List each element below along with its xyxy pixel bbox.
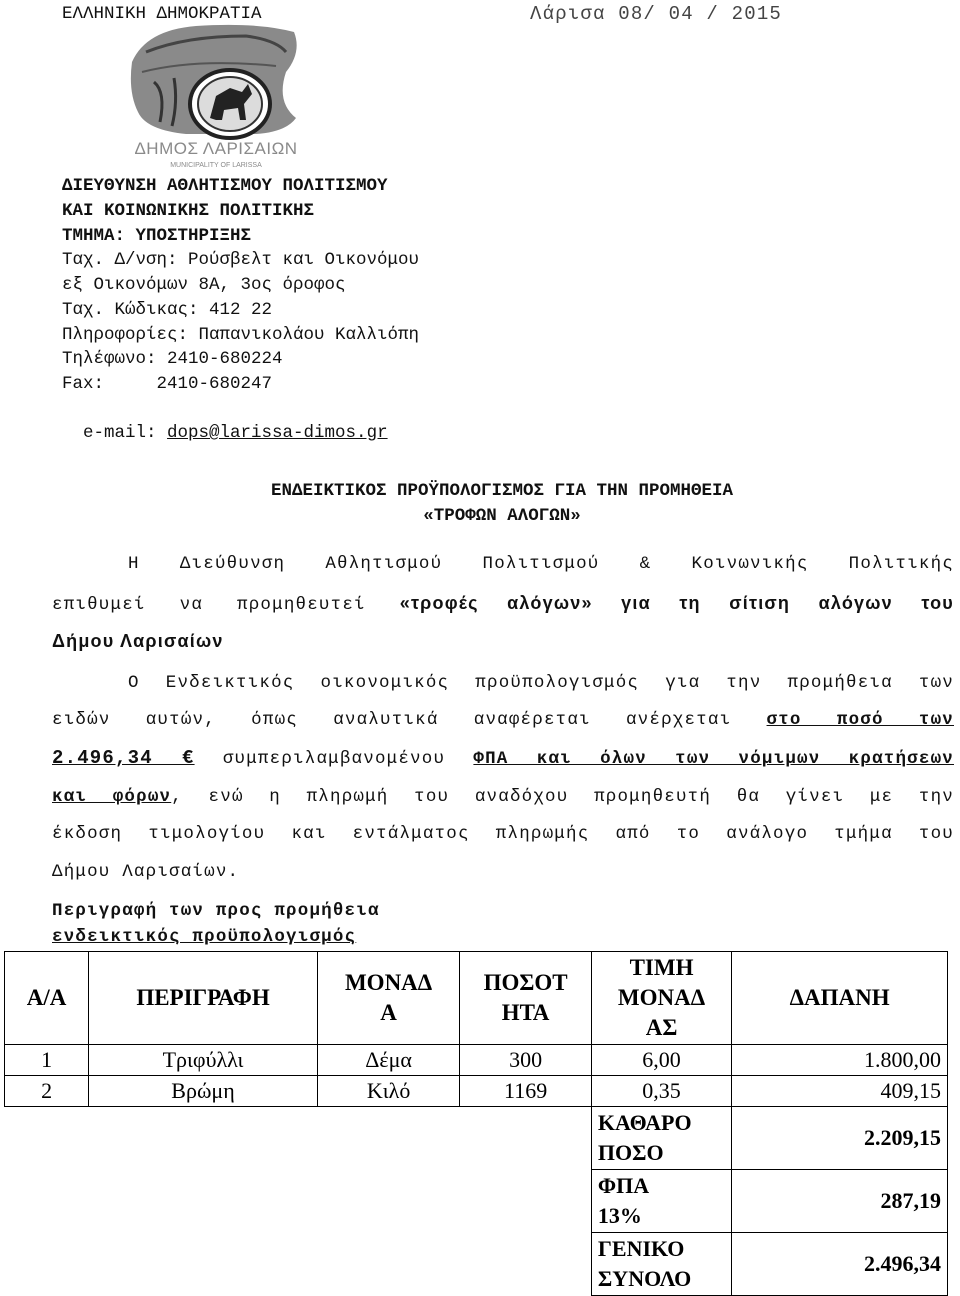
postcode: Ταχ. Κώδικας: 412 22	[62, 300, 273, 320]
paragraph-2-line-2-b: στο ποσό των	[766, 710, 954, 730]
email-line	[62, 397, 388, 445]
total-vat-row	[5, 1170, 948, 1233]
header-unit: ΜΟΝΑΔ Α	[317, 952, 459, 1045]
paragraph-2-line-2-a: ειδών αυτών, όπως αναλυτικά αναφέρεται ανέρχεται	[52, 710, 767, 730]
table-header-row	[5, 952, 948, 1045]
header-cost: ΔΑΠΑΝΗ	[732, 952, 948, 1045]
paragraph-2-line-4-b: , ενώ η πληρωμή του αναδόχου προμηθευτή θα γίνει με την	[171, 787, 954, 807]
info-contact: Πληροφορίες: Παπανικολάου Καλλιόπη	[62, 325, 420, 345]
paragraph-2-line-4-a: και φόρων	[52, 787, 172, 807]
cell-aa: 2	[5, 1076, 89, 1107]
paragraph-1-line-2-b: «τροφές αλόγων» για τη σίτιση αλόγων του	[399, 593, 954, 613]
cell-quantity: 300	[460, 1045, 592, 1076]
paragraph-2-line-5: έκδοση τιμολογίου και εντάλματος πληρωμής από το ανάλογο τμήμα του	[52, 824, 954, 844]
cell-cost: 1.800,00	[732, 1045, 948, 1076]
address-line-2: εξ Οικονόμων 8Α, 3ος όροφος	[62, 275, 346, 295]
cell-aa: 1	[5, 1045, 89, 1076]
cell-description: Τριφύλλι	[89, 1045, 318, 1076]
vat-label: ΦΠΑ 13%	[591, 1170, 731, 1233]
address-line-1: Ταχ. Δ/νση: Ρούσβελτ και Οικονόμου	[62, 250, 420, 270]
cell-unit: Κιλό	[317, 1076, 459, 1107]
document-subtitle: «ΤΡΟΦΩΝ ΑΛΟΓΩΝ»	[423, 506, 581, 526]
header-aa: Α/Α	[5, 952, 89, 1045]
fax: Fax: 2410-680247	[62, 374, 273, 394]
budget-table	[4, 951, 948, 1296]
paragraph-1-line-1: Η Διεύθυνση Αθλητισμού Πολιτισμού & Κοινωνικής Πολιτικής	[128, 554, 954, 574]
paragraph-2-line-3-b: συμπεριλαμβανομένου	[194, 749, 474, 769]
email-link[interactable]: dops@larissa-dimos.gr	[167, 423, 388, 443]
municipality-logo	[126, 22, 306, 172]
table-row	[5, 1045, 948, 1076]
cell-description: Βρώμη	[89, 1076, 318, 1107]
place-date: Λάρισα 08/ 04 / 2015	[530, 3, 783, 25]
amount-total-text: 2.496,34 €	[52, 747, 195, 769]
header-unit-price: ΤΙΜΗ ΜΟΝΑΔ ΑΣ	[591, 952, 731, 1045]
cell-unit-price: 0,35	[591, 1076, 731, 1107]
cell-unit: Δέμα	[317, 1045, 459, 1076]
header-quantity: ΠΟΣΟΤ ΗΤΑ	[460, 952, 592, 1045]
grand-total-row	[5, 1233, 948, 1296]
grand-total-value: 2.496,34	[732, 1233, 948, 1296]
cell-cost: 409,15	[732, 1076, 948, 1107]
logo-subtext: MUNICIPALITY OF LARISSA	[170, 162, 262, 169]
paragraph-2-line-6: Δήμου Λαρισαίων.	[52, 862, 240, 882]
paragraph-2-line-1: Ο Ενδεικτικός οικονομικός προϋπολογισμός για την προμήθεια των	[128, 673, 954, 693]
logo-emblem-icon	[126, 22, 306, 172]
paragraph-2-line-4	[52, 785, 954, 809]
net-amount-value: 2.209,15	[732, 1107, 948, 1170]
directorate-line-1: ΔΙΕΥΘΥΝΣΗ ΑΘΛΗΤΙΣΜΟΥ ΠΟΛΙΤΙΣΜΟΥ	[62, 176, 388, 196]
header-description: ΠΕΡΙΓΡΑΦΗ	[89, 952, 318, 1045]
paragraph-1-line-2-a: επιθυμεί να προμηθευτεί	[52, 595, 400, 615]
cell-quantity: 1169	[460, 1076, 592, 1107]
directorate-line-2: ΚΑΙ ΚΟΙΝΩΝΙΚΗΣ ΠΟΛΙΤΙΚΗΣ	[62, 201, 315, 221]
logo-text: ΔΗΜΟΣ ΛΑΡΙΣΑΙΩΝ	[134, 139, 298, 158]
net-amount-label: ΚΑΘΑΡΟ ΠΟΣΟ	[591, 1107, 731, 1170]
cell-unit-price: 6,00	[591, 1045, 731, 1076]
paragraph-1-line-3: Δήμου Λαρισαίων	[52, 631, 224, 651]
department: ΤΜΗΜΑ: ΥΠΟΣΤΗΡΙΞΗΣ	[62, 226, 252, 246]
total-net-row	[5, 1107, 948, 1170]
table-heading-line-1: Περιγραφή των προς προμήθεια	[52, 901, 380, 921]
paragraph-2-line-3-c: ΦΠΑ και όλων των νόμιμων κρατήσεων	[473, 749, 954, 769]
table-heading-line-2: ενδεικτικός προϋπολογισμός	[52, 927, 357, 947]
phone: Τηλέφωνο: 2410-680224	[62, 349, 283, 369]
paragraph-2-line-3	[52, 746, 954, 771]
document-title: ΕΝΔΕΙΚΤΙΚΟΣ ΠΡΟΫΠΟΛΟΓΙΣΜΟΣ ΓΙΑ ΤΗΝ ΠΡΟΜΗΘΕΙΑ	[270, 481, 734, 501]
email-label: e-mail:	[83, 423, 168, 443]
table-row	[5, 1076, 948, 1107]
vat-value: 287,19	[732, 1170, 948, 1233]
state-header: ΕΛΛΗΝΙΚΗ ΔΗΜΟΚΡΑΤΙΑ	[62, 4, 262, 24]
paragraph-1-line-2	[52, 591, 954, 617]
paragraph-2-line-2	[52, 708, 954, 732]
grand-total-label: ΓΕΝΙΚΟ ΣΥΝΟΛΟ	[591, 1233, 731, 1296]
